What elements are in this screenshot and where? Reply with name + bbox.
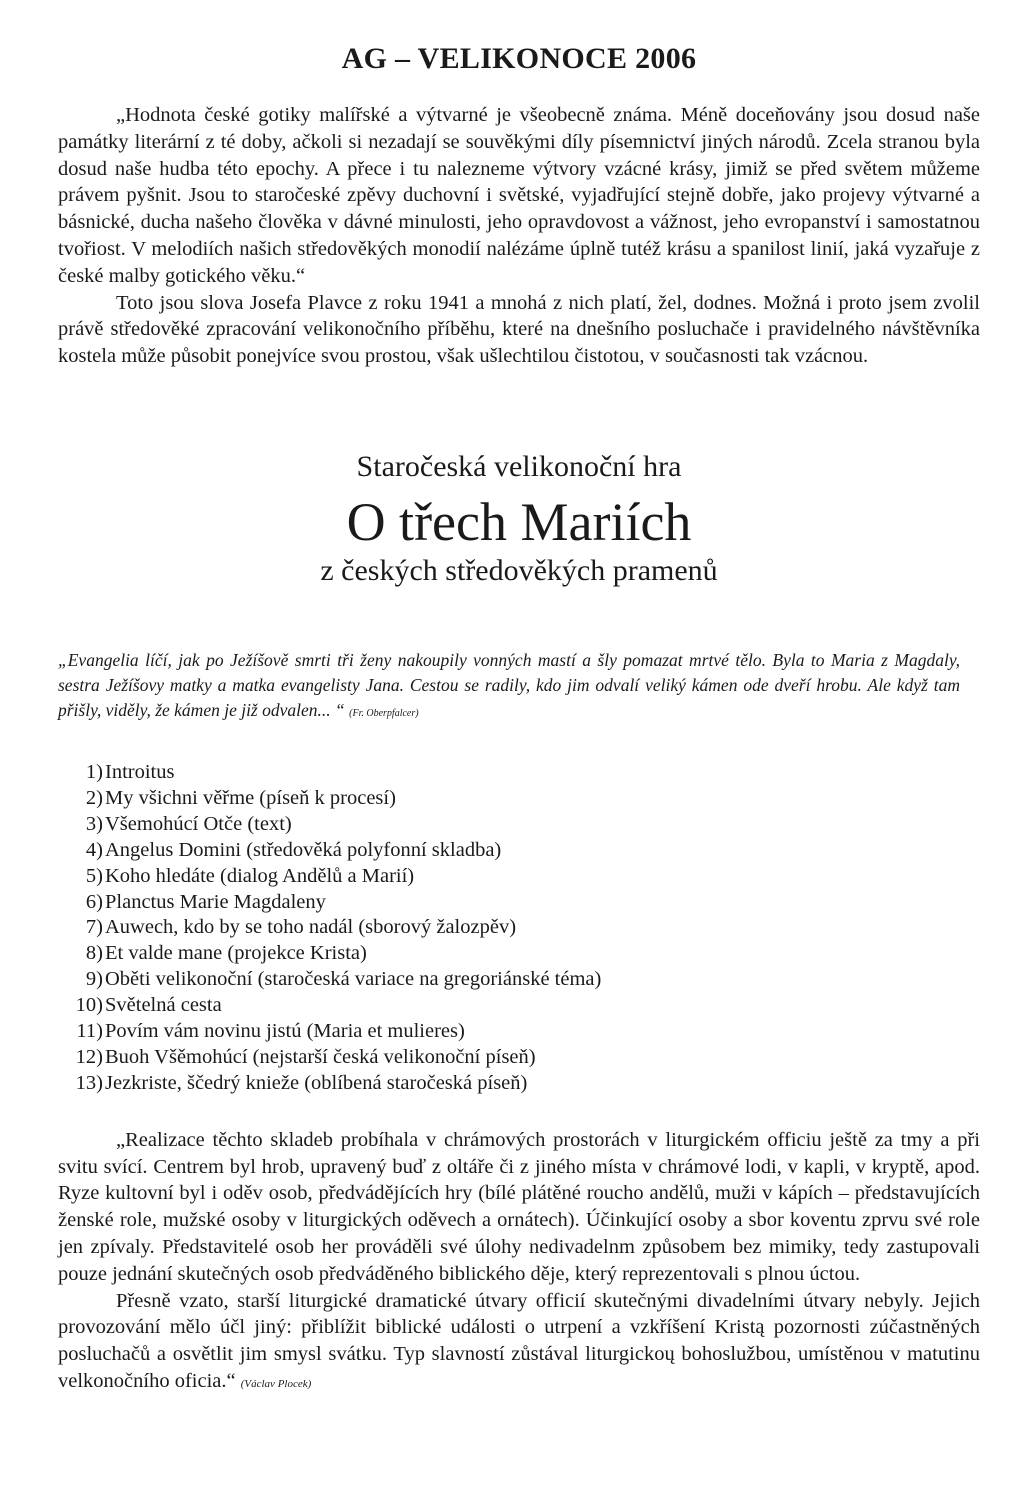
program-item-title: Introitus — [105, 760, 175, 783]
program-list — [58, 760, 980, 1097]
program-item-number: 13) — [75, 1071, 103, 1094]
program-item-title: Povím vám novinu jistú (Maria et mulieres) — [105, 1020, 465, 1043]
program-item — [58, 1071, 980, 1097]
program-item-number: 5) — [85, 864, 103, 887]
program-item-number: 11) — [76, 1020, 103, 1043]
closing-quote-paragraph: „Realizace těchto skladeb probíhala v chrámových prostorách v liturgickém officiu ještě za tmy a při svitu svící. Centrem byl hrob, upravený buď z oltáře či z jiného místa v chrámové lodi, v kapli, v kryptě, apod. Ryze kultovní byl i oděv osob, předvádějících hry (bílé plátěné roucho andělů, muži v kápích – představujících ženské role, mužské osoby v liturgických oděvech a ornátech). Účinkující osoby a sbor koventu zprvu své role jen zpívaly. Představitelé osob her prováděli své úlohy nedivadelnm způsobem bez mimiky, tedy zastupovali pouze jednání skutečných osob předváděného biblického děje, který reprezentovali s plnou úctou. — [58, 1128, 980, 1285]
program-item-number: 10) — [75, 994, 103, 1017]
play-subtitle: Staročeská velikonoční hra — [356, 449, 682, 483]
program-item-title: Jezkriste, ščedrý knieže (oblíbená staročeská píseň) — [105, 1071, 528, 1094]
program-item — [58, 915, 980, 941]
program-item — [58, 1045, 980, 1071]
epigraph-attribution: (Fr. Oberpfalcer) — [349, 707, 419, 719]
program-item-number: 7) — [85, 916, 103, 939]
program-item-title: Angelus Domini (středověká polyfonní skladba) — [105, 838, 502, 861]
epigraph — [58, 648, 960, 726]
intro-quote-paragraph: „Hodnota české gotiky malířské a výtvarné je všeobecně známa. Méně doceňovány jsou dosud naše památky literární z té doby, ačkoli si nezadají se souvěkými díly písemnictví jiných národů. Zcela stranou byla dosud naše hudba této epochy. A přece i tu nalezneme výtvory vzácné krásy, jimiž se před světem můžeme právem pyšnit. Jsou to staročeské zpěvy duchovní i světské, vyjadřující stejně dobře, jako projevy výtvarné a básnické, ducha našeho člověka v dávné minulosti, jeho opravdovost a vážnost, jeho evropanství i samostatnou tvořiost. V melodiích našich středověkých monodií nalézáme úplně tutéž krásu a spanilost linií, jaká vyzařuje z české malby gotického věku.“ — [58, 104, 980, 287]
program-item-title: Světelná cesta — [105, 994, 222, 1017]
program-item-title: Buoh Všěmohúcí (nejstarší česká velikonoční píseň) — [105, 1045, 536, 1068]
play-source: z českých středověkých pramenů — [320, 553, 718, 587]
program-item-title: Koho hledáte (dialog Andělů a Marií) — [105, 864, 415, 887]
program-item-title: My všichni věřme (píseň k procesí) — [105, 786, 396, 809]
program-item-title: Et valde mane (projekce Krista) — [105, 942, 367, 965]
program-item-number: 12) — [75, 1045, 103, 1068]
epigraph-text: „Evangelia líčí, jak po Ježíšově smrti tři ženy nakoupily vonných mastí a šly pomazat mrtvé tělo. Byla to Maria z Magdaly, sestra Ježíšovy matky a matka evangelisty Jana. Cestou se radily, kdo jim odvalí veliký kámen ode dveří hrobu. Ale když tam přišly, viděly, že kámen je již odvalen... “ — [58, 649, 960, 720]
program-item-title: Oběti velikonoční (staročeská variace na gregoriánské téma) — [105, 968, 602, 991]
closing-attribution: (Václav Plocek) — [240, 1377, 312, 1390]
play-title: O třech Mariích — [346, 491, 692, 552]
closing-quote-text: Přesně vzato, starší liturgické dramatické útvary officií skutečnými divadelními útvary nebyly. Jejich provozování mělo účl jiný: přiblížit biblické události o utrpení a vzkříšení Kristą pozornosti zúčastněných posluchačů a osvětlit jim smysl svátku. Typ slavností zůstával liturgickoų bohoslužbou, umístěnou v matutinu velkonočního oficia.“ — [58, 1289, 980, 1392]
program-item — [58, 786, 980, 812]
program-item-number: 9) — [85, 968, 103, 991]
program-item — [58, 890, 980, 916]
program-item-number: 3) — [85, 812, 103, 835]
program-item — [58, 812, 980, 838]
intro-commentary-paragraph: Toto jsou slova Josefa Plavce z roku 1941 a mnohá z nich platí, žel, dodnes. Možná i proto jsem zvolil právě středověké zpracování velikonočního příběhu, které na dnešního posluchače i pravidelného návštěvníka kostela může působit ponejvíce svou prostou, však ušlechtilou čistotou, v současnosti tak vzácnou. — [58, 291, 980, 368]
program-item-title: Všemohúcí Otče (text) — [105, 812, 292, 835]
program-item — [58, 760, 980, 786]
program-item-number: 4) — [85, 838, 103, 861]
page-header: AG – VELIKONOCE 2006 — [341, 42, 697, 75]
program-item — [58, 838, 980, 864]
closing-quote-paragraph-final — [58, 1288, 980, 1398]
program-item — [58, 864, 980, 890]
program-item-number: 1) — [85, 760, 103, 783]
program-item — [58, 1019, 980, 1045]
program-item — [58, 993, 980, 1019]
program-item-title: Planctus Marie Magdaleny — [105, 890, 326, 913]
program-item-number: 6) — [85, 890, 103, 913]
program-item — [58, 967, 980, 993]
program-item-number: 8) — [85, 942, 103, 965]
program-item-number: 2) — [85, 786, 103, 809]
program-item — [58, 941, 980, 967]
program-item-title: Auwech, kdo by se toho nadál (sborový žalozpěv) — [105, 916, 517, 939]
